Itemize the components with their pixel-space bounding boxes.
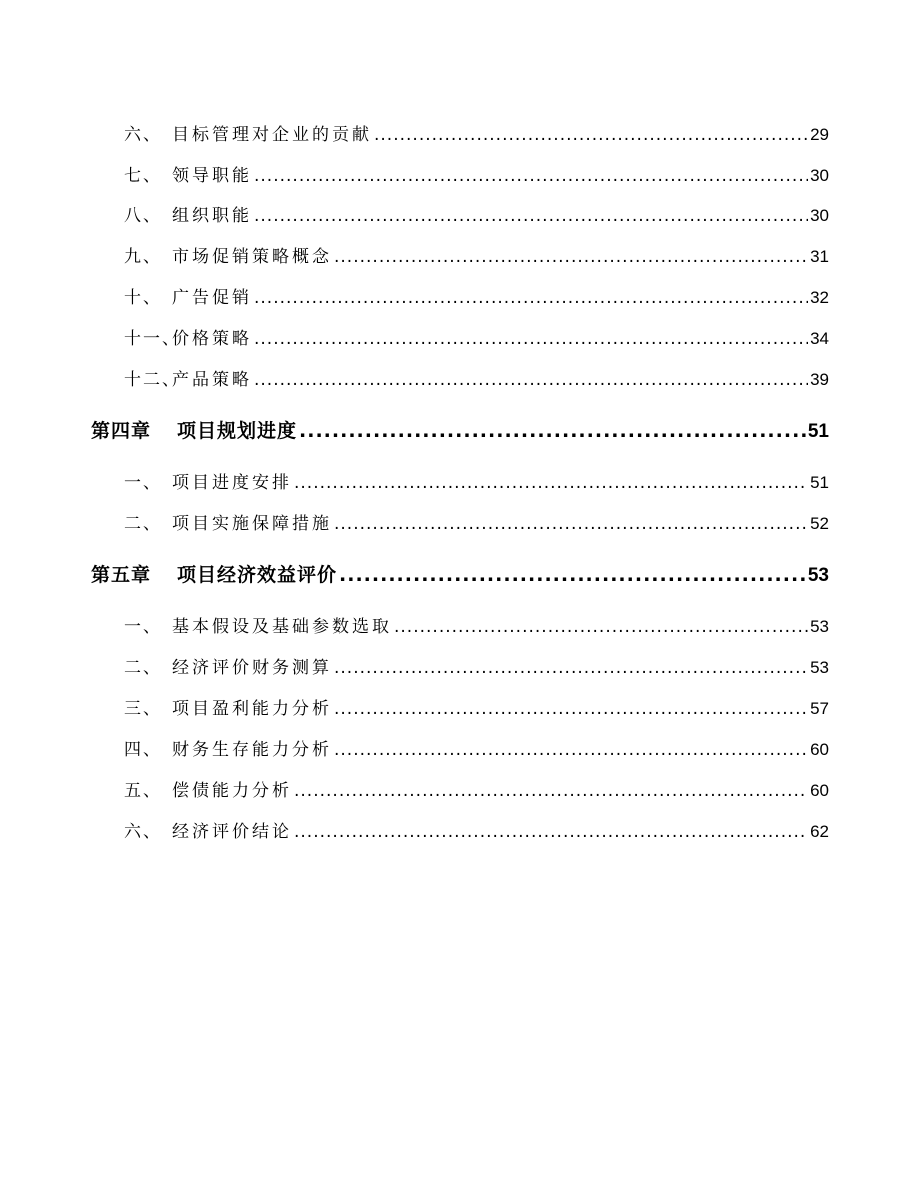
toc-entry-number: 三、 <box>124 699 162 719</box>
toc-entry-number: 八、 <box>124 206 162 226</box>
toc-entry-title: 财务生存能力分析 <box>172 740 332 760</box>
toc-entry-page: 60 <box>810 740 829 759</box>
toc-chapter-title: 项目规划进度 <box>177 420 298 442</box>
toc-chapter-number: 第五章 <box>91 564 152 586</box>
toc-entry[interactable] <box>124 284 829 312</box>
toc-chapter-page: 53 <box>807 565 829 586</box>
toc-entry-number: 五、 <box>124 781 162 801</box>
toc-entry[interactable] <box>124 695 829 723</box>
toc-entry[interactable] <box>124 121 829 149</box>
toc-entry-title: 项目进度安排 <box>172 473 292 493</box>
toc-entry-page: 51 <box>810 473 829 492</box>
toc-entry-title: 基本假设及基础参数选取 <box>172 617 392 637</box>
dot-leader <box>334 736 808 764</box>
toc-entry-title: 市场促销策略概念 <box>172 247 332 267</box>
toc-entry-page: 34 <box>810 329 829 348</box>
dot-leader <box>334 654 808 682</box>
toc-entry-number: 二、 <box>124 514 162 534</box>
toc-chapter-page: 51 <box>807 421 829 442</box>
toc-chapter-title: 项目经济效益评价 <box>177 564 338 586</box>
toc-entry[interactable] <box>124 818 829 846</box>
dot-leader <box>334 510 808 538</box>
toc-entry-number: 一、 <box>124 473 162 493</box>
toc-entry-page: 31 <box>810 247 829 266</box>
dot-leader <box>334 695 808 723</box>
toc-entry-title: 广告促销 <box>172 288 252 308</box>
dot-leader <box>334 243 808 271</box>
toc-entry-number: 七、 <box>124 166 162 186</box>
toc-entry-page: 57 <box>810 699 829 718</box>
toc-chapter-number: 第四章 <box>91 420 152 442</box>
toc-entry-number: 十一、 <box>124 329 181 349</box>
toc-entry[interactable] <box>124 366 829 394</box>
dot-leader <box>294 818 808 846</box>
toc-entry-number: 十二、 <box>124 370 181 390</box>
dot-leader <box>294 469 808 497</box>
toc-entry[interactable] <box>124 510 829 538</box>
dot-leader <box>394 613 808 641</box>
dot-leader <box>254 366 808 394</box>
toc-entry[interactable] <box>124 777 829 805</box>
toc-entry-title: 项目盈利能力分析 <box>172 699 332 719</box>
toc-entry-title: 目标管理对企业的贡献 <box>172 125 372 145</box>
dot-leader <box>339 561 806 589</box>
toc-chapter-entry[interactable] <box>91 561 829 589</box>
toc-entry[interactable] <box>124 613 829 641</box>
toc-entry-title: 组织职能 <box>172 206 252 226</box>
dot-leader <box>254 284 808 312</box>
toc-entry-page: 29 <box>810 125 829 144</box>
toc-entry-title: 产品策略 <box>172 370 252 390</box>
dot-leader <box>254 162 808 190</box>
toc-entry[interactable] <box>124 325 829 353</box>
dot-leader <box>254 202 808 230</box>
toc-entry-title: 经济评价结论 <box>172 822 292 842</box>
toc-entry[interactable] <box>124 162 829 190</box>
toc-entry-title: 领导职能 <box>172 166 252 186</box>
toc-entry-number: 一、 <box>124 617 162 637</box>
toc-entry-page: 52 <box>810 514 829 533</box>
dot-leader <box>374 121 808 149</box>
toc-entry-page: 60 <box>810 781 829 800</box>
toc-entry-page: 32 <box>810 288 829 307</box>
toc-entry-page: 53 <box>810 658 829 677</box>
toc-entry-title: 项目实施保障措施 <box>172 514 332 534</box>
dot-leader <box>254 325 808 353</box>
toc-chapter-entry[interactable] <box>91 417 829 445</box>
dot-leader <box>299 417 806 445</box>
toc-entry-page: 62 <box>810 822 829 841</box>
toc-entry-number: 六、 <box>124 822 162 842</box>
toc-entry-page: 30 <box>810 206 829 225</box>
toc-entry-page: 30 <box>810 166 829 185</box>
toc-entry-number: 十、 <box>124 288 162 308</box>
dot-leader <box>294 777 808 805</box>
toc-entry-title: 偿债能力分析 <box>172 781 292 801</box>
toc-entry-number: 九、 <box>124 247 162 267</box>
toc-entry[interactable] <box>124 202 829 230</box>
toc-entry-number: 六、 <box>124 125 162 145</box>
toc-entry[interactable] <box>124 736 829 764</box>
toc-entry-page: 53 <box>810 617 829 636</box>
toc-entry[interactable] <box>124 243 829 271</box>
toc-entry-number: 二、 <box>124 658 162 678</box>
toc-entry-title: 经济评价财务测算 <box>172 658 332 678</box>
toc-entry[interactable] <box>124 654 829 682</box>
toc-entry-title: 价格策略 <box>172 329 252 349</box>
toc-entry[interactable] <box>124 469 829 497</box>
toc-entry-page: 39 <box>810 370 829 389</box>
toc-entry-number: 四、 <box>124 740 162 760</box>
